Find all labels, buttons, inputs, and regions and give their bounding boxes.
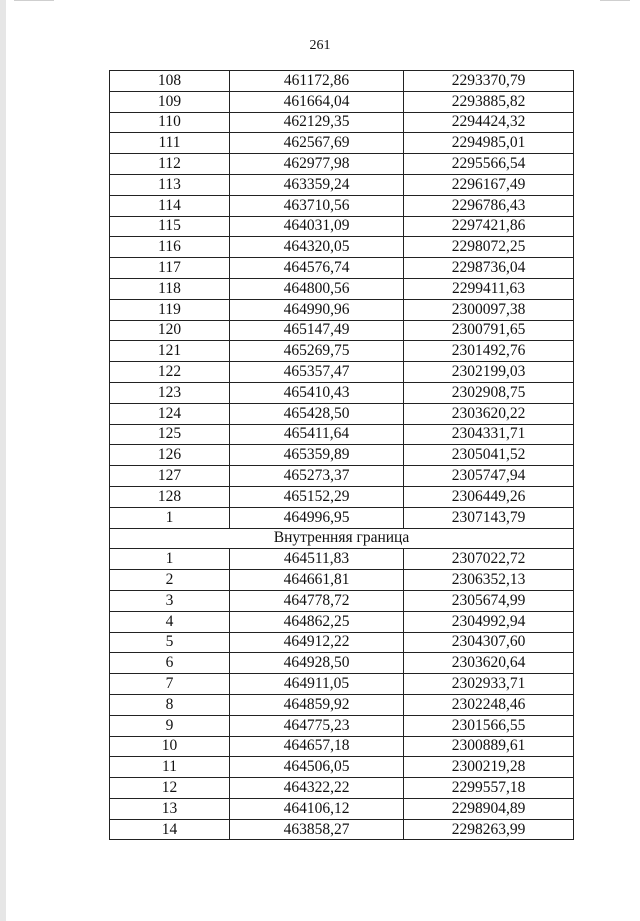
y-coordinate-cell: 2296167,49 [404,174,574,195]
point-number-cell: 114 [110,195,230,216]
y-coordinate-cell: 2300097,38 [404,299,574,320]
point-number-cell: 118 [110,278,230,299]
x-coordinate-cell: 465411,64 [230,424,404,445]
point-number-cell: 123 [110,382,230,403]
section-header-group [110,528,574,549]
x-coordinate-cell: 461172,86 [230,71,404,92]
point-number-cell: 13 [110,798,230,819]
point-number-cell: 125 [110,424,230,445]
y-coordinate-cell: 2298072,25 [404,237,574,258]
y-coordinate-cell: 2299557,18 [404,778,574,799]
y-coordinate-cell: 2305041,52 [404,445,574,466]
x-coordinate-cell: 464859,92 [230,694,404,715]
point-number-cell: 128 [110,486,230,507]
table-row [110,382,574,403]
x-coordinate-cell: 465359,89 [230,445,404,466]
y-coordinate-cell: 2300889,61 [404,736,574,757]
x-coordinate-cell: 465428,50 [230,403,404,424]
inner-boundary-rows [110,549,574,840]
y-coordinate-cell: 2303620,22 [404,403,574,424]
y-coordinate-cell: 2293370,79 [404,71,574,92]
x-coordinate-cell: 464996,95 [230,507,404,528]
point-number-cell: 108 [110,71,230,92]
y-coordinate-cell: 2301566,55 [404,715,574,736]
y-coordinate-cell: 2296786,43 [404,195,574,216]
point-number-cell: 127 [110,466,230,487]
point-number-cell: 9 [110,715,230,736]
x-coordinate-cell: 464657,18 [230,736,404,757]
y-coordinate-cell: 2306449,26 [404,486,574,507]
y-coordinate-cell: 2298736,04 [404,258,574,279]
table-row [110,715,574,736]
x-coordinate-cell: 465357,47 [230,362,404,383]
table-row [110,403,574,424]
y-coordinate-cell: 2307143,79 [404,507,574,528]
table-row [110,174,574,195]
table-row [110,570,574,591]
table-row [110,278,574,299]
table-row [110,632,574,653]
point-number-cell: 7 [110,674,230,695]
y-coordinate-cell: 2294424,32 [404,112,574,133]
point-number-cell: 113 [110,174,230,195]
point-number-cell: 14 [110,819,230,840]
table-row [110,258,574,279]
scan-edge [0,0,6,921]
point-number-cell: 119 [110,299,230,320]
x-coordinate-cell: 462567,69 [230,133,404,154]
y-coordinate-cell: 2300219,28 [404,757,574,778]
point-number-cell: 110 [110,112,230,133]
y-coordinate-cell: 2304331,71 [404,424,574,445]
point-number-cell: 5 [110,632,230,653]
point-number-cell: 124 [110,403,230,424]
table-row [110,798,574,819]
point-number-cell: 122 [110,362,230,383]
table-row [110,154,574,175]
x-coordinate-cell: 464800,56 [230,278,404,299]
point-number-cell: 11 [110,757,230,778]
x-coordinate-cell: 463710,56 [230,195,404,216]
x-coordinate-cell: 461664,04 [230,91,404,112]
point-number-cell: 1 [110,507,230,528]
y-coordinate-cell: 2293885,82 [404,91,574,112]
x-coordinate-cell: 464576,74 [230,258,404,279]
y-coordinate-cell: 2295566,54 [404,154,574,175]
x-coordinate-cell: 462977,98 [230,154,404,175]
table-row [110,133,574,154]
x-coordinate-cell: 465410,43 [230,382,404,403]
point-number-cell: 117 [110,258,230,279]
scan-artifact [600,0,630,1]
x-coordinate-cell: 465147,49 [230,320,404,341]
table-row [110,237,574,258]
point-number-cell: 112 [110,154,230,175]
table-row [110,466,574,487]
y-coordinate-cell: 2301492,76 [404,341,574,362]
point-number-cell: 116 [110,237,230,258]
x-coordinate-cell: 464778,72 [230,590,404,611]
y-coordinate-cell: 2302933,71 [404,674,574,695]
table-row [110,320,574,341]
x-coordinate-cell: 464506,05 [230,757,404,778]
y-coordinate-cell: 2302248,46 [404,694,574,715]
x-coordinate-cell: 464322,22 [230,778,404,799]
table-row [110,757,574,778]
outer-boundary-rows [110,71,574,529]
point-number-cell: 12 [110,778,230,799]
table-row [110,549,574,570]
table-row [110,71,574,92]
y-coordinate-cell: 2298263,99 [404,819,574,840]
point-number-cell: 4 [110,611,230,632]
section-header-row [110,528,574,549]
table-row [110,91,574,112]
point-number-cell: 109 [110,91,230,112]
point-number-cell: 8 [110,694,230,715]
x-coordinate-cell: 465273,37 [230,466,404,487]
scan-artifact [14,0,54,1]
y-coordinate-cell: 2297421,86 [404,216,574,237]
x-coordinate-cell: 464862,25 [230,611,404,632]
table-row [110,424,574,445]
y-coordinate-cell: 2302199,03 [404,362,574,383]
x-coordinate-cell: 463858,27 [230,819,404,840]
y-coordinate-cell: 2307022,72 [404,549,574,570]
x-coordinate-cell: 464106,12 [230,798,404,819]
x-coordinate-cell: 464911,05 [230,674,404,695]
table-row [110,195,574,216]
table-row [110,590,574,611]
y-coordinate-cell: 2305747,94 [404,466,574,487]
page-number: 261 [309,38,331,53]
point-number-cell: 111 [110,133,230,154]
x-coordinate-cell: 464912,22 [230,632,404,653]
y-coordinate-cell: 2299411,63 [404,278,574,299]
y-coordinate-cell: 2302908,75 [404,382,574,403]
x-coordinate-cell: 465152,29 [230,486,404,507]
x-coordinate-cell: 464031,09 [230,216,404,237]
table-row [110,445,574,466]
x-coordinate-cell: 465269,75 [230,341,404,362]
table-row [110,507,574,528]
y-coordinate-cell: 2304307,60 [404,632,574,653]
table-row [110,216,574,237]
x-coordinate-cell: 463359,24 [230,174,404,195]
x-coordinate-cell: 464990,96 [230,299,404,320]
table-row [110,112,574,133]
x-coordinate-cell: 464775,23 [230,715,404,736]
y-coordinate-cell: 2298904,89 [404,798,574,819]
table-row [110,341,574,362]
point-number-cell: 115 [110,216,230,237]
table-row [110,299,574,320]
table-row [110,819,574,840]
y-coordinate-cell: 2306352,13 [404,570,574,591]
table-row [110,674,574,695]
table-row [110,653,574,674]
table-row [110,611,574,632]
table-row [110,486,574,507]
x-coordinate-cell: 464661,81 [230,570,404,591]
point-number-cell: 6 [110,653,230,674]
point-number-cell: 120 [110,320,230,341]
y-coordinate-cell: 2304992,94 [404,611,574,632]
y-coordinate-cell: 2303620,64 [404,653,574,674]
section-title: Внутренняя граница [110,528,574,549]
point-number-cell: 126 [110,445,230,466]
x-coordinate-cell: 464511,83 [230,549,404,570]
x-coordinate-cell: 464320,05 [230,237,404,258]
table-row [110,362,574,383]
y-coordinate-cell: 2294985,01 [404,133,574,154]
table-row [110,778,574,799]
x-coordinate-cell: 462129,35 [230,112,404,133]
y-coordinate-cell: 2305674,99 [404,590,574,611]
point-number-cell: 10 [110,736,230,757]
coordinates-table [109,70,574,840]
table-row [110,736,574,757]
x-coordinate-cell: 464928,50 [230,653,404,674]
y-coordinate-cell: 2300791,65 [404,320,574,341]
point-number-cell: 3 [110,590,230,611]
point-number-cell: 1 [110,549,230,570]
table-row [110,694,574,715]
point-number-cell: 121 [110,341,230,362]
point-number-cell: 2 [110,570,230,591]
